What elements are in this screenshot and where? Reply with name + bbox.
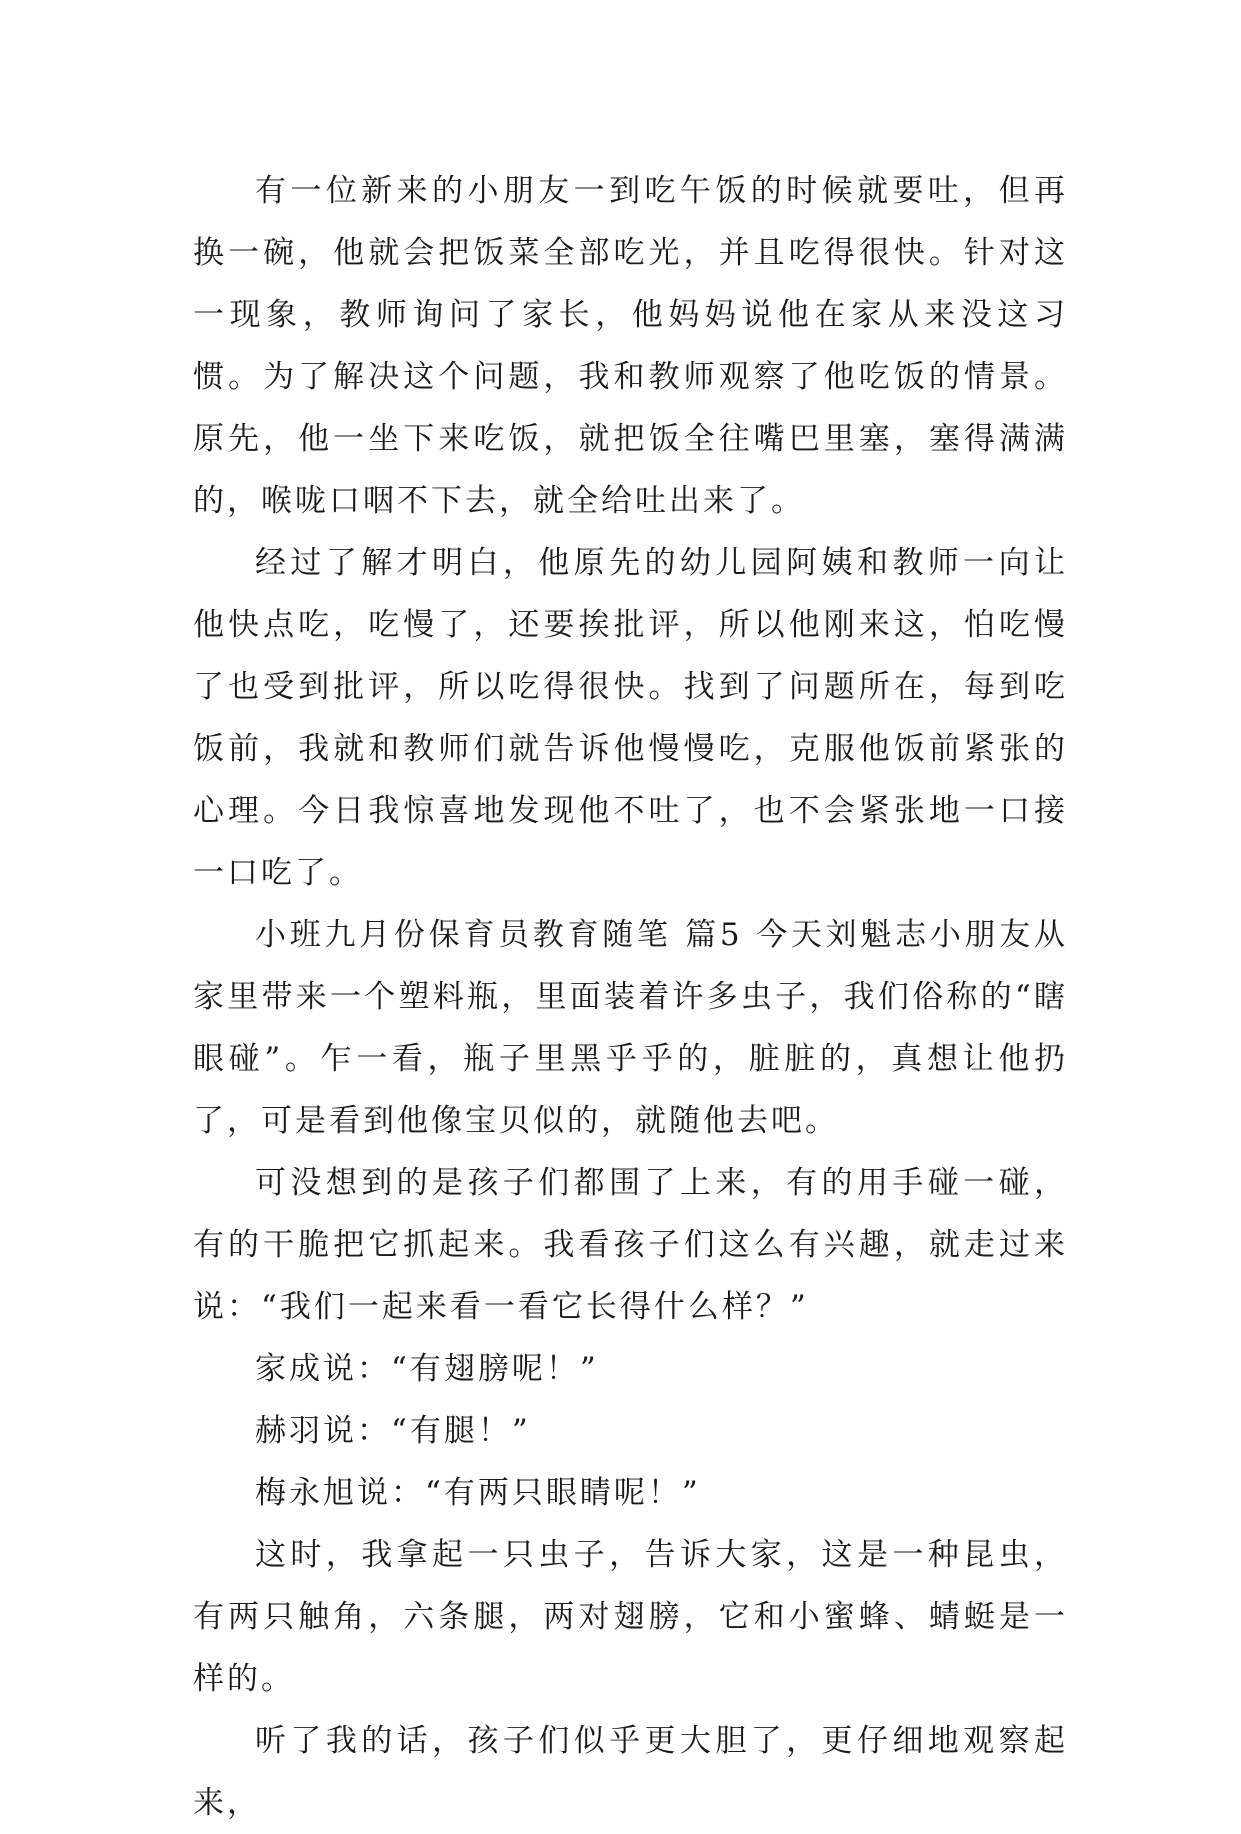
paragraph: 梅永旭说：“有两只眼睛呢！” [255, 1475, 701, 1511]
paragraph: 听了我的话，孩子们似乎更大胆了，更仔细地观察起来， [193, 1723, 1068, 1821]
paragraph: 可没想到的是孩子们都围了上来，有的用手碰一碰，有的干脆把它抓起来。我看孩子们这么有兴趣，就走过来说：“我们一起来看一看它长得什么样？” [193, 1165, 1068, 1325]
paragraph: 有一位新来的小朋友一到吃午饭的时候就要吐，但再换一碗，他就会把饭菜全部吃光，并且吃得很快。针对这一现象，教师询问了家长，他妈妈说他在家从来没这习惯。为了解决这个问题，我和教师观察了他吃饭的情景。原先，他一坐下来吃饭，就把饭全往嘴巴里塞，塞得满满的，喉咙口咽不下去，就全给吐出来了。 [193, 173, 1068, 519]
paragraph: 这时，我拿起一只虫子，告诉大家，这是一种昆虫，有两只触角，六条腿，两对翅膀，它和小蜜蜂、蜻蜓是一样的。 [193, 1537, 1068, 1697]
document-body [193, 160, 1068, 1834]
paragraph: 经过了解才明白，他原先的幼儿园阿姨和教师一向让他快点吃，吃慢了，还要挨批评，所以他刚来这，怕吃慢了也受到批评，所以吃得很快。找到了问题所在，每到吃饭前，我就和教师们就告诉他慢慢吃，克服他饭前紧张的心理。今日我惊喜地发现他不吐了，也不会紧张地一口接一口吃了。 [193, 545, 1068, 891]
paragraph: 赫羽说：“有腿！” [255, 1413, 531, 1449]
paragraph: 小班九月份保育员教育随笔 篇5 今天刘魁志小朋友从家里带来一个塑料瓶，里面装着许多虫子，我们俗称的“瞎眼碰”。乍一看，瓶子里黑乎乎的，脏脏的，真想让他扔了，可是看到他像宝贝似的，就随他去吧。 [193, 917, 1068, 1139]
paragraph: 家成说：“有翅膀呢！” [255, 1351, 599, 1387]
